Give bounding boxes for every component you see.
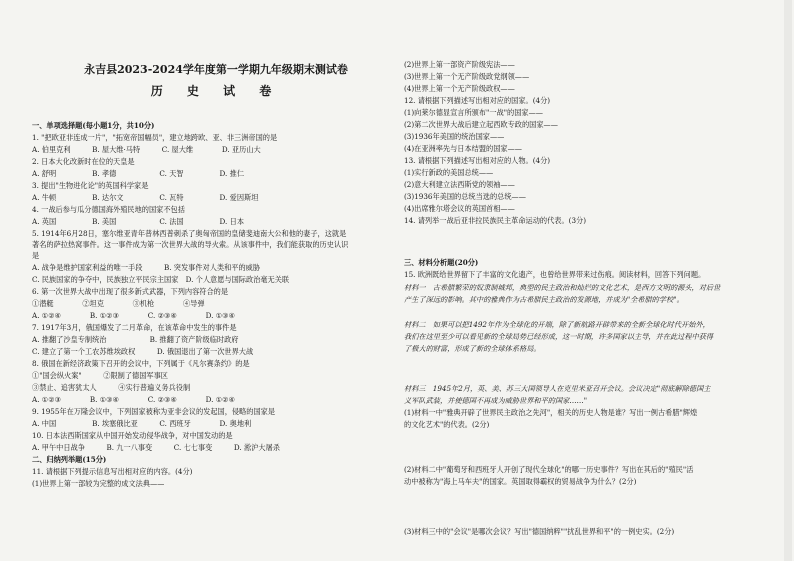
- question-line: (1)向莱尔德显宣言所颁布"一战"的国家——: [404, 108, 543, 117]
- question-line: 5. 1914年6月28日，塞尔维亚青年普林西普刺杀了奥匈帝国的皇储斐迪南大公和他的妻子，这就是: [32, 229, 347, 238]
- question-line: (2)材料二中"葡萄牙和西班牙人开创了现代全球化"的哪一历史事件？写出在其后的"殖民"活: [404, 465, 694, 474]
- question-line: (4)在亚洲率先与日本结盟的国家——: [404, 144, 522, 153]
- material-line: 了极大的财富，形成了新的全球体系格局。: [404, 344, 541, 353]
- question-line: (3)材料三中的"会议"是哪次会议？写出"德国纳粹""扰乱世界和平"的一例史实。(2分): [404, 527, 675, 536]
- question-line: 7. 1917年3月，俄国爆发了二月革命，在该革命中发生的事件是: [32, 323, 237, 332]
- question-line: 11. 请根据下列提示信息写出相对应的内容。(4分): [32, 467, 193, 476]
- section-heading: 三、材料分析题(20分): [404, 258, 479, 267]
- options-line: ①潜艇 ②坦克 ③机枪 ④导弹: [32, 299, 205, 308]
- binding-edge: [784, 0, 792, 561]
- question-line: (2)意大利建立法西斯党的领袖——: [404, 180, 515, 189]
- options-line: A. ①②④ B. ①②③ C. ②③④ D. ①③④: [32, 311, 236, 320]
- question-line: (3)1936年美国的统治国家——: [404, 132, 505, 141]
- options-line: A. 推翻了沙皇专制统治 B. 推翻了资产阶级临时政府: [32, 335, 239, 344]
- options-line: A. 舒明 B. 孝德 C. 天智 D. 推仁: [32, 169, 245, 178]
- question-line: 14. 请列举一战后亚非拉民族民主革命运动的代表。(3分): [404, 216, 587, 225]
- material-line: 义军队武装，并使德国不再成为威胁世界和平的国家……": [404, 396, 587, 405]
- options-line: A. 伯里克利 B. 屋大维·马特 C. 屋大维 D. 亚历山大: [32, 145, 261, 154]
- question-line: 13. 请根据下列描述写出相对应的人物。(4分): [404, 156, 551, 165]
- options-line: ①"国会纵火案" ②限制了德国军事区: [32, 371, 168, 380]
- options-line: A. 牛顿 B. 达尔文 C. 瓦特 D. 爱因斯坦: [32, 193, 259, 202]
- material-line: 我们在这里至少可以看见新的全球局势已经形成，这一时期，许多国家以主导，并在此过程中获得: [404, 332, 714, 341]
- question-line: 1. "把欧亚非连成一片"，"拓宽帝国幅员"，建立地跨欧、亚、非三洲帝国的是: [32, 133, 278, 142]
- exam-subtitle: 历 史 试 卷: [150, 84, 282, 98]
- material-line: 材料二 如果可以把1492年作为全球化的开端，除了新航路开辟带来的全新全球化时代开始外，: [404, 320, 710, 329]
- material-line: 材料三 1945年2月，英、美、苏三大国领导人在克里米亚召开会议。会议决定"彻底解除德国主: [404, 384, 711, 393]
- question-line: (1)实行新政的美国总统——: [404, 168, 494, 177]
- question-line: (3)世界上第一个无产阶级政党纲领——: [404, 72, 530, 81]
- material-line: 材料一 古希腊繁荣的奴隶制城邦，典型的民主政治和灿烂的文化艺术，是西方文明的源头，对后世: [404, 283, 721, 292]
- options-line: A. 甲午中日战争 B. 九一八事变 C. 七七事变 D. 淞沪大屠杀: [32, 443, 280, 452]
- options-line: ③禁止、追害犹太人 ④实行普遍义务兵役制: [32, 383, 191, 392]
- question-line: 6. 第一次世界大战中出现了很多新式武器，下列内容符合的是: [32, 287, 229, 296]
- question-line: (4)出席雅尔塔会议的英国首相——: [404, 204, 515, 213]
- question-line: 动中被称为"海上马车夫"的国家。英国取得霸权的贸易战争为什么？(2分): [404, 477, 637, 486]
- question-line: 4. 一战后参与瓜分德国海外殖民地的国家不包括: [32, 205, 185, 214]
- material-line: 产生了深远的影响。其中的雅典作为古希腊民主政治的发源地，并成为"全希腊的学校"。: [404, 295, 684, 304]
- question-line: 9. 1955年在万隆会议中，下列国家被称为亚非会议的发起国，侵略的国家是: [32, 407, 276, 416]
- options-line: A. 战争是维护国家利益的唯一手段 B. 突发事件对人类和平的威胁: [32, 263, 261, 272]
- question-line: 是: [32, 251, 40, 260]
- question-line: (2)世界上第一部资产阶级宪法——: [404, 60, 515, 69]
- section-heading: 一、单项选择题(每小题1分，共10分): [32, 121, 155, 130]
- question-line: 10. 日本法西斯国家从中国开始发动侵华战争，对中国发动的是: [32, 431, 233, 440]
- exam-title: 永吉县2023-2024学年度第一学期九年级期末测试卷: [84, 63, 348, 76]
- question-line: (1)材料一中"雅典开辟了世界民主政治之先河"，相关的历史人物是谁？写出一例古希腊"辉煌: [404, 408, 698, 417]
- options-line: A. 英国 B. 美国 C. 法国 D. 日本: [32, 217, 245, 226]
- question-line: 的文化艺术"的代表。(2分): [404, 420, 490, 429]
- options-line: C. 建立了第一个工农苏维埃政权 D. 俄国退出了第一次世界大战: [32, 347, 254, 356]
- question-line: 著名的萨拉热窝事件。这一事件成为第一次世界大战的导火索。从该事件中，我们能获取的历史认识: [32, 240, 349, 249]
- options-line: A. 中国 B. 埃塞俄比亚 C. 西班牙 D. 奥地利: [32, 419, 252, 428]
- question-line: 3. 提出"生物进化论"的英国科学家是: [32, 181, 149, 190]
- question-line: (1)世界上第一部较为完整的成文法典——: [32, 479, 165, 488]
- options-line: C. 民族国家的争夺中，民族独立平民宗主国家 D. 个人意愿与国际政治毫无关联: [32, 275, 290, 284]
- question-line: 15. 欧洲既给世界留下了丰富的文化遗产，也曾给世界带来过伤痕。阅读材料，回答下列问题。: [404, 270, 706, 279]
- question-line: (2)第二次世界大战后建立起西欧专政的国家——: [404, 120, 558, 129]
- question-line: (3)1936年美国的总统当选的总统——: [404, 192, 526, 201]
- question-line: 2. 日本大化改新时在位的天皇是: [32, 157, 135, 166]
- options-line: A. ①②③ B. ①③④ C. ②③④ D. ①②④: [32, 395, 236, 404]
- section-heading: 二、归纳列举题(15分): [32, 455, 107, 464]
- question-line: 8. 俄国在新经济政策下召开的会议中，下列属于《凡尔赛条约》的是: [32, 359, 250, 368]
- question-line: (4)世界上第一个无产阶级政权——: [404, 84, 515, 93]
- question-line: 12. 请根据下列描述写出相对应的国家。(4分): [404, 96, 551, 105]
